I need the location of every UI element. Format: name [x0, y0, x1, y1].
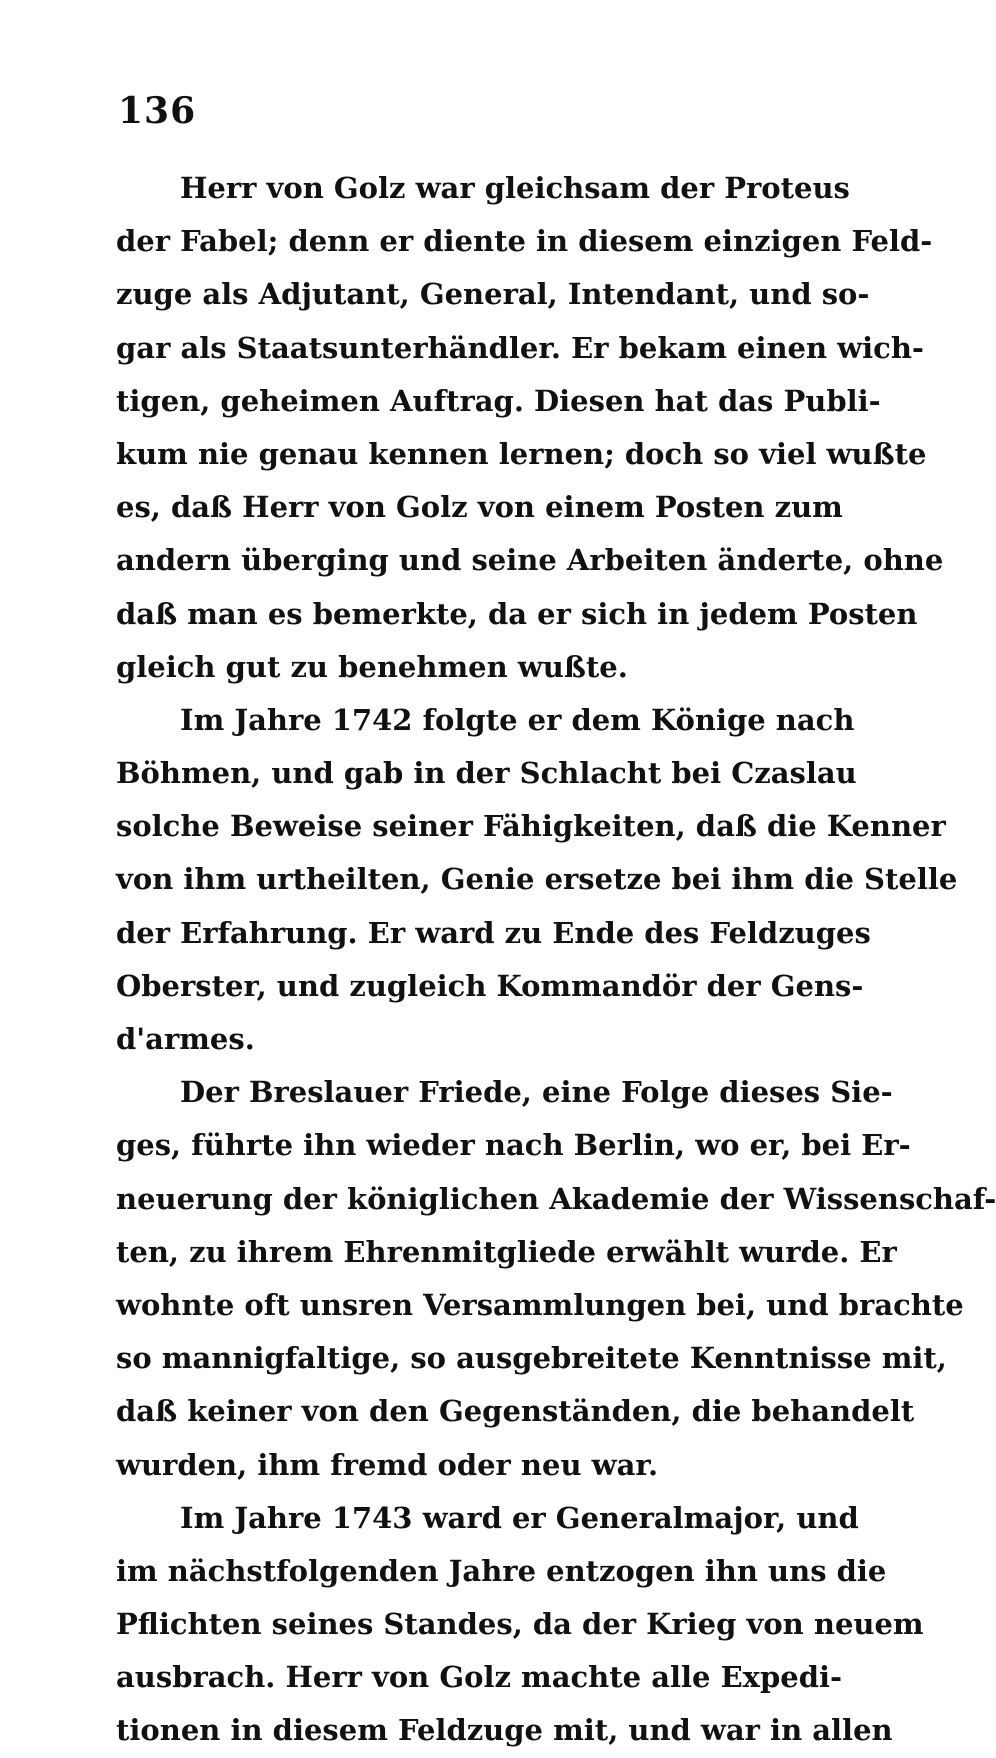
text-line: wohnte oft unsren Versammlungen bei, und brachte	[116, 1287, 964, 1322]
text-line: zuge als Adjutant, General, Intendant, und so-	[116, 277, 870, 312]
text-line: Im Jahre 1743 ward er Generalmajor, und	[180, 1500, 859, 1535]
text-line: Böhmen, und gab in der Schlacht bei Czaslau	[116, 756, 857, 791]
text-line: der Erfahrung. Er ward zu Ende des Feldzuges	[116, 915, 871, 950]
text-line: neuerung der königlichen Akademie der Wissenschaf-	[116, 1181, 996, 1216]
body-text	[116, 162, 996, 1758]
text-line: tionen in diesem Feldzuge mit, und war in allen	[116, 1713, 893, 1748]
text-line: Herr von Golz war gleichsam der Proteus	[180, 171, 850, 205]
text-line: daß keiner von den Gegenständen, die behandelt	[116, 1394, 915, 1429]
text-line: Pflichten seines Standes, da der Krieg von neuem	[116, 1607, 924, 1642]
text-line: es, daß Herr von Golz von einem Posten zum	[116, 490, 843, 525]
text-line: der Fabel; denn er diente in diesem einzigen Feld-	[116, 224, 933, 259]
text-line: ges, führte ihn wieder nach Berlin, wo er, bei Er-	[116, 1128, 911, 1163]
text-line: Im Jahre 1742 folgte er dem Könige nach	[180, 702, 855, 737]
text-line: Der Breslauer Friede, eine Folge dieses Sie-	[180, 1075, 893, 1110]
text-line: kum nie genau kennen lernen; doch so viel wußte	[116, 436, 927, 471]
text-line: Oberster, und zugleich Kommandör der Gens-	[116, 968, 864, 1003]
text-line: andern überging und seine Arbeiten änderte, ohne	[116, 543, 944, 578]
text-line: tigen, geheimen Auftrag. Diesen hat das Publi-	[116, 383, 881, 418]
text-line: gar als Staatsunterhändler. Er bekam einen wich-	[116, 330, 924, 365]
text-line: gleich gut zu benehmen wußte.	[116, 649, 628, 684]
text-line: ausbrach. Herr von Golz machte alle Expedi-	[116, 1660, 843, 1695]
text-line: d'armes.	[116, 1022, 255, 1056]
text-line: so mannigfaltige, so ausgebreitete Kenntnisse mit,	[116, 1341, 947, 1376]
text-line: ten, zu ihrem Ehrenmitgliede erwählt wurde. Er	[116, 1234, 897, 1269]
text-line: von ihm urtheilten, Genie ersetze bei ihm die Stelle	[116, 862, 958, 897]
text-line: wurden, ihm fremd oder neu war.	[116, 1447, 659, 1482]
text-line: im nächstfolgenden Jahre entzogen ihn uns die	[116, 1553, 887, 1588]
text-line: daß man es bemerkte, da er sich in jedem Posten	[116, 596, 918, 631]
page-number: 136	[118, 90, 197, 132]
text-line: solche Beweise seiner Fähigkeiten, daß die Kenner	[116, 809, 946, 844]
